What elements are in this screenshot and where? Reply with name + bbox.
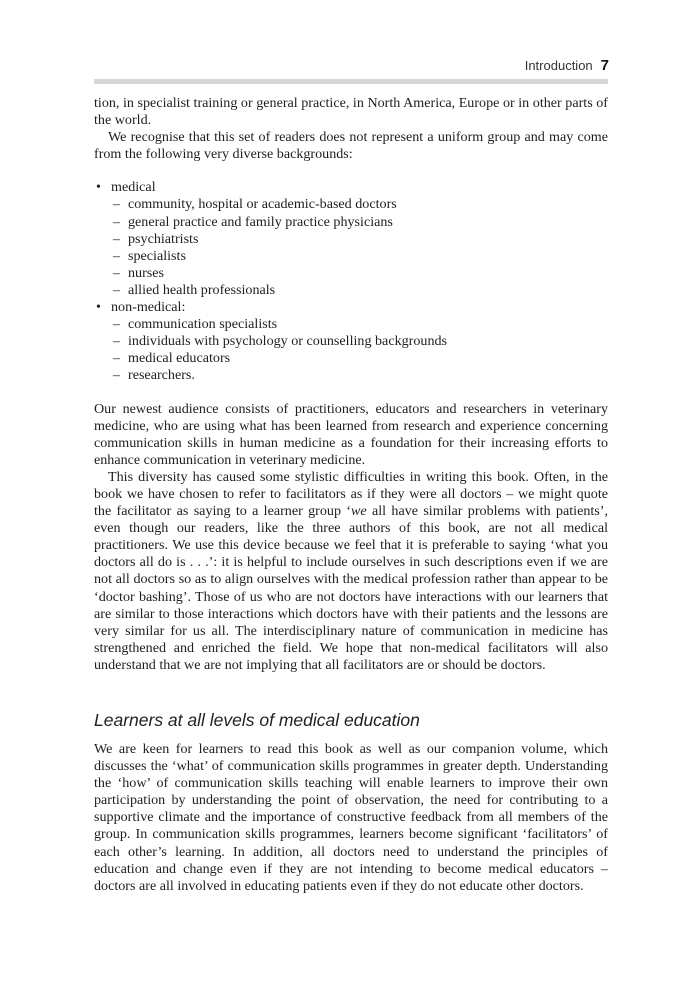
paragraph-diversity	[94, 469, 608, 674]
list-item: – specialists	[111, 248, 608, 265]
list-label-medical: medical	[111, 179, 156, 196]
list-item: – psychiatrists	[111, 231, 608, 248]
sublist-medical	[111, 196, 608, 299]
section-heading: Learners at all levels of medical education	[94, 710, 420, 730]
list-label-non-medical: non-medical:	[111, 299, 186, 316]
paragraph-learners: We are keen for learners to read this book as well as our companion volume, which discusses the ‘what’ of communication skills programmes in greater depth. Understanding the ‘how’ of communication skills teaching will enable learners to improve their own participation by understanding the point of observation, the need for contributing to a supportive climate and the importance of constructive feedback from all members of the group. In communication skills programmes, learners become significant ‘facilitators’ of each other’s learning. In addition, all doctors need to understand the principles of education and change even if they are not intending to become medical educators – doctors are all involved in educating patients even if they do not educate other doctors.	[94, 741, 608, 894]
header-rule	[94, 79, 608, 84]
page-number: 7	[600, 57, 609, 74]
list-item: – nurses	[111, 265, 608, 282]
running-head	[525, 57, 609, 74]
running-head-section: Introduction	[524, 58, 593, 73]
list-item-non-medical	[94, 299, 608, 384]
sublist-non-medical	[111, 316, 608, 384]
list-item: – allied health professionals	[111, 282, 608, 299]
emphasis-we: we	[351, 503, 367, 520]
paragraph-diversity-part1: This diversity has caused some stylistic difficulties in writing this book. Often, in the book we have chosen to refer to facilitators as if they were all doctors – we might quote the facilitator as saying to a learner group ‘	[94, 468, 608, 520]
paragraph-readers: We recognise that this set of readers does not represent a uniform group and may come from the following very diverse backgrounds:	[94, 129, 608, 163]
page-body	[94, 95, 608, 895]
list-item: – community, hospital or academic-based doctors	[111, 196, 608, 213]
list-item: – researchers.	[111, 367, 608, 384]
list-item: – individuals with psychology or counselling backgrounds	[111, 333, 608, 350]
list-item: – medical educators	[111, 350, 608, 367]
list-item: – communication specialists	[111, 316, 608, 333]
backgrounds-list	[94, 179, 608, 384]
list-item: – general practice and family practice physicians	[111, 214, 608, 231]
paragraph-veterinary: Our newest audience consists of practitioners, educators and researchers in veterinary medicine, who are using what has been learned from research and experience concerning communication skills in human medicine as a foundation for their increasing efforts to enhance communication in veterinary medicine.	[94, 400, 608, 468]
list-item-medical	[94, 179, 608, 299]
paragraph-continuation: tion, in specialist training or general practice, in North America, Europe or in other parts of the world.	[94, 95, 608, 129]
paragraph-diversity-part2: all have similar problems with patients’, even though our readers, like the three authors of this book, are not all medical practitioners. We use this device because we feel that it is preferable to saying ‘what you doctors all do is . . .’: it is helpful to include ourselves in such descriptions even if we are not all doctors so as to align ourselves with the medical profession rather than appear to be ‘doctor bashing’. Those of us who are not doctors have interactions with our learners that are similar to those interactions which doctors have with their patients and the lessons are very similar for us all. The interdisciplinary nature of communication in medicine has strengthened and enriched the field. We hope that non-medical facilitators will also understand that we are not implying that all facilitators are or should be doctors.	[94, 503, 608, 673]
